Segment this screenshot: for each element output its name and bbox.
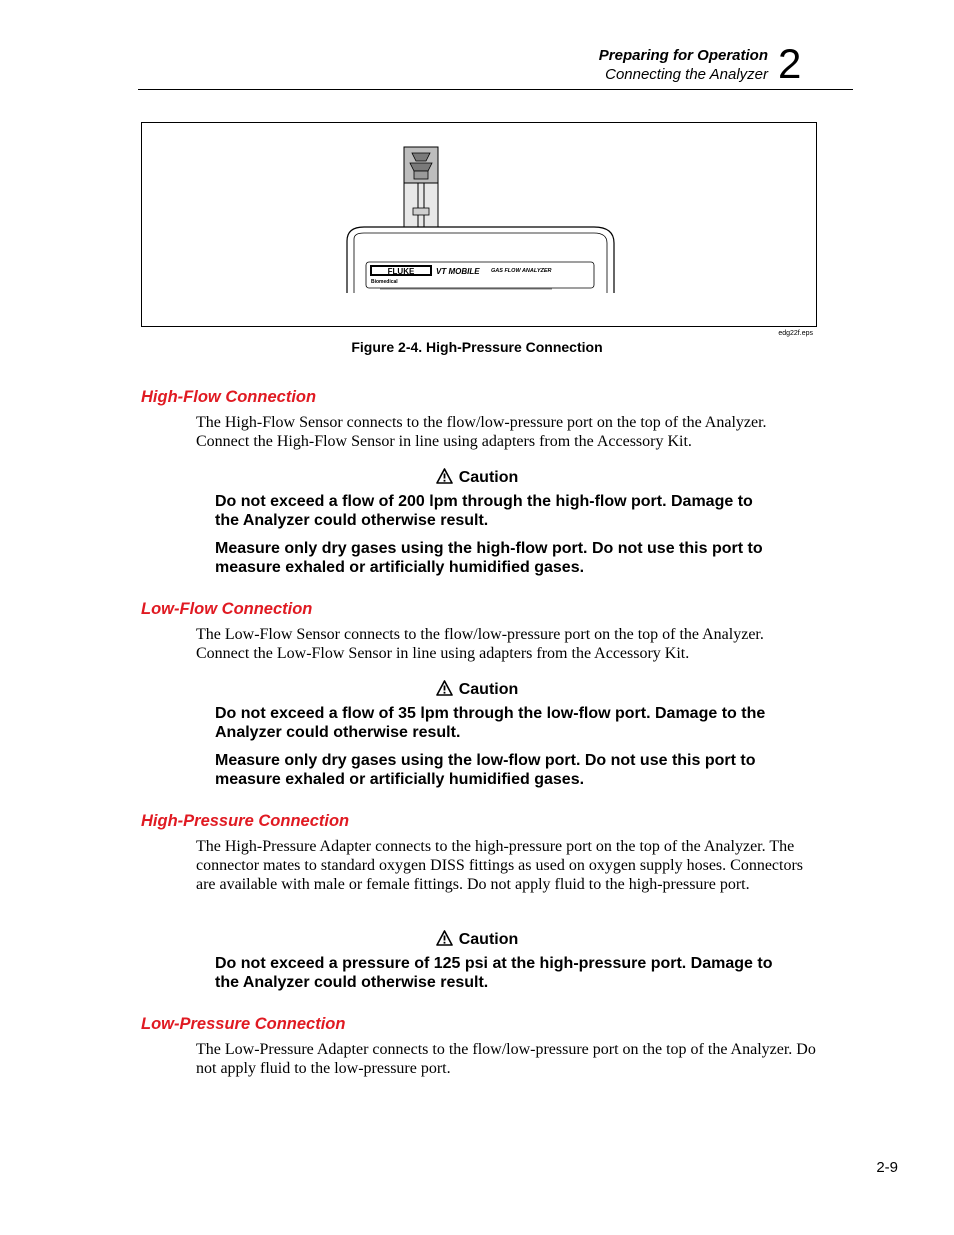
product-name: VT MOBILE [436,267,480,276]
figure-frame [141,122,817,327]
heading-low-pressure: Low-Pressure Connection [141,1015,346,1033]
page-number: 2-9 [876,1159,898,1176]
paragraph-low-pressure: The Low-Pressure Adapter connects to the flow/low-pressure port on the top of the Analyzer. Do not apply fluid to the low-pressure port. [196,1041,816,1077]
caution-header-high-pressure [0,930,954,949]
warning-icon [436,468,453,484]
caution-label: Caution [458,469,519,486]
paragraph-high-flow: The High-Flow Sensor connects to the flow/low-pressure port on the top of the Analyzer. Connect the High-Flow Sensor in line using adapters from the Accessory Kit. [196,414,767,450]
figure-caption: Figure 2-4. High-Pressure Connection [351,339,603,355]
caution-label: Caution [458,931,519,948]
paragraph-high-pressure: The High-Pressure Adapter connects to the high-pressure port on the top of the Analyzer. The connector mates to standard oxygen DISS fittings as used on oxygen supply hoses. Connectors are available with male or female fittings. Do not apply fluid to the high-pressure port. [196,838,804,893]
analyzer-illustration [142,123,816,326]
product-tag: GAS FLOW ANALYZER [491,268,552,274]
caution-text: Do not exceed a flow of 200 lpm through the high-flow port. Damage to the Analyzer could otherwise result. [215,493,753,529]
heading-high-pressure: High-Pressure Connection [141,812,350,830]
caution-text: Do not exceed a flow of 35 lpm through the low-flow port. Damage to the Analyzer could otherwise result. [215,705,766,741]
header-rule [138,89,853,90]
caution-text: Measure only dry gases using the low-flow port. Do not use this port to measure exhaled or artificially humidified gases. [215,752,756,788]
heading-low-flow: Low-Flow Connection [141,600,313,618]
figure-file-name: edg22f.eps [778,330,813,337]
caution-text: Measure only dry gases using the high-flow port. Do not use this port to measure exhaled or artificially humidified gases. [215,540,763,576]
heading-high-flow: High-Flow Connection [141,388,317,406]
caution-text: Do not exceed a pressure of 125 psi at the high-pressure port. Damage to the Analyzer could otherwise result. [215,955,773,991]
warning-icon [436,680,453,696]
warning-icon [436,930,453,946]
caution-header-low-flow [0,680,954,699]
chapter-title: Preparing for Operation [598,47,768,64]
caution-label: Caution [458,681,519,698]
brand-logo: FLUKE [387,267,415,276]
chapter-number: 2 [778,40,802,87]
caution-header-high-flow [0,468,954,487]
section-title: Connecting the Analyzer [605,66,768,83]
sub-brand-label: Biomedical [371,279,398,285]
paragraph-low-flow: The Low-Flow Sensor connects to the flow/low-pressure port on the top of the Analyzer. Connect the Low-Flow Sensor in line using adapters from the Accessory Kit. [196,626,764,662]
